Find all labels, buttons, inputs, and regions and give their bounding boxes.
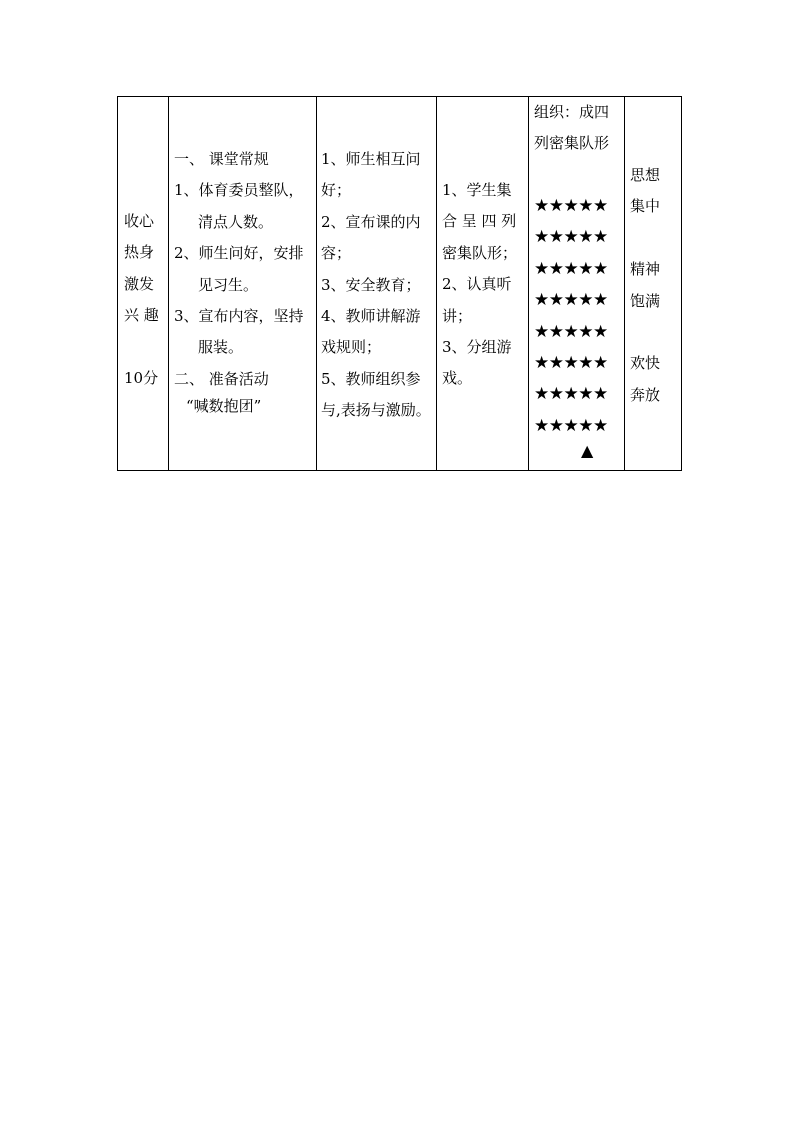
star-row: ★★★★★ xyxy=(534,384,608,405)
content-column xyxy=(169,97,317,470)
phase-line: 收心 xyxy=(124,212,155,230)
content-line: 3、宣布内容，坚持 xyxy=(174,307,304,326)
student-line: 2、认真听 xyxy=(442,275,512,294)
content-line: 2、师生问好，安排 xyxy=(174,244,304,263)
organization-line: 列密集队形 xyxy=(534,134,610,153)
requirement-line: 饱满 xyxy=(630,291,661,310)
phase-duration: 10分 xyxy=(124,369,159,388)
teacher-position-marker: ▲ xyxy=(581,441,594,460)
star-row: ★★★★★ xyxy=(534,321,608,342)
content-lines xyxy=(174,144,304,417)
teacher-activity-column xyxy=(317,97,437,470)
star-row: ★★★★★ xyxy=(534,258,608,279)
organization-column xyxy=(529,97,625,470)
teacher-line: 5、教师组织参 xyxy=(321,369,421,388)
formation-diagram xyxy=(534,191,608,442)
teacher-line: 戏规则； xyxy=(321,338,382,357)
teacher-line: 1、师生相互问 xyxy=(321,150,421,168)
student-line: 3、分组游 xyxy=(442,338,512,357)
requirement-line: 奔放 xyxy=(630,385,661,404)
requirement-line xyxy=(630,223,660,254)
requirement-line: 精神 xyxy=(630,260,661,279)
student-line: 合 呈 四 列 xyxy=(442,212,517,231)
requirement-line: 欢快 xyxy=(630,354,661,373)
content-line: 清点人数。 xyxy=(198,212,274,231)
phase-line: 热身 xyxy=(124,243,155,262)
activity-name: “喊数抱团” xyxy=(186,397,262,416)
star-row: ★★★★★ xyxy=(534,227,608,248)
teacher-line: 与,表扬与激励。 xyxy=(321,401,431,420)
star-row: ★★★★★ xyxy=(534,353,608,374)
star-row: ★★★★★ xyxy=(534,290,608,311)
content-line: 见习生。 xyxy=(198,275,259,294)
organization-lines xyxy=(534,97,609,160)
teacher-line: 4、教师讲解游 xyxy=(321,307,421,326)
student-lines xyxy=(442,175,517,395)
organization-line: 组织：成四 xyxy=(534,103,610,121)
requirement-line: 思想 xyxy=(630,166,661,184)
content-line: 服装。 xyxy=(198,338,244,357)
teacher-lines xyxy=(321,144,431,427)
content-line: 二、 准备活动 xyxy=(174,369,269,388)
phase-line: 激发 xyxy=(124,274,155,293)
phase-line: 兴 趣 xyxy=(124,306,159,325)
student-line: 讲； xyxy=(442,306,473,325)
student-line: 戏。 xyxy=(442,369,473,388)
teacher-line: 好； xyxy=(321,181,352,200)
teacher-line: 3、安全教育； xyxy=(321,275,421,294)
student-line: 密集队形； xyxy=(442,243,518,262)
requirement-line xyxy=(630,317,660,348)
teacher-line: 2、宣布课的内 xyxy=(321,212,421,231)
content-line: 一、 课堂常规 xyxy=(174,150,269,168)
phase-column xyxy=(118,97,169,470)
star-row: ★★★★★ xyxy=(534,196,608,216)
requirement-line: 集中 xyxy=(630,197,661,216)
student-activity-column xyxy=(437,97,529,470)
lesson-plan-table xyxy=(117,96,682,471)
teacher-line: 容； xyxy=(321,244,352,263)
content-line: 1、体育委员整队， xyxy=(174,181,304,200)
requirements-lines xyxy=(630,160,660,411)
student-line: 1、学生集 xyxy=(442,181,512,199)
requirements-column xyxy=(625,97,681,470)
star-row: ★★★★★ xyxy=(534,415,608,436)
phase-lines xyxy=(124,206,159,394)
